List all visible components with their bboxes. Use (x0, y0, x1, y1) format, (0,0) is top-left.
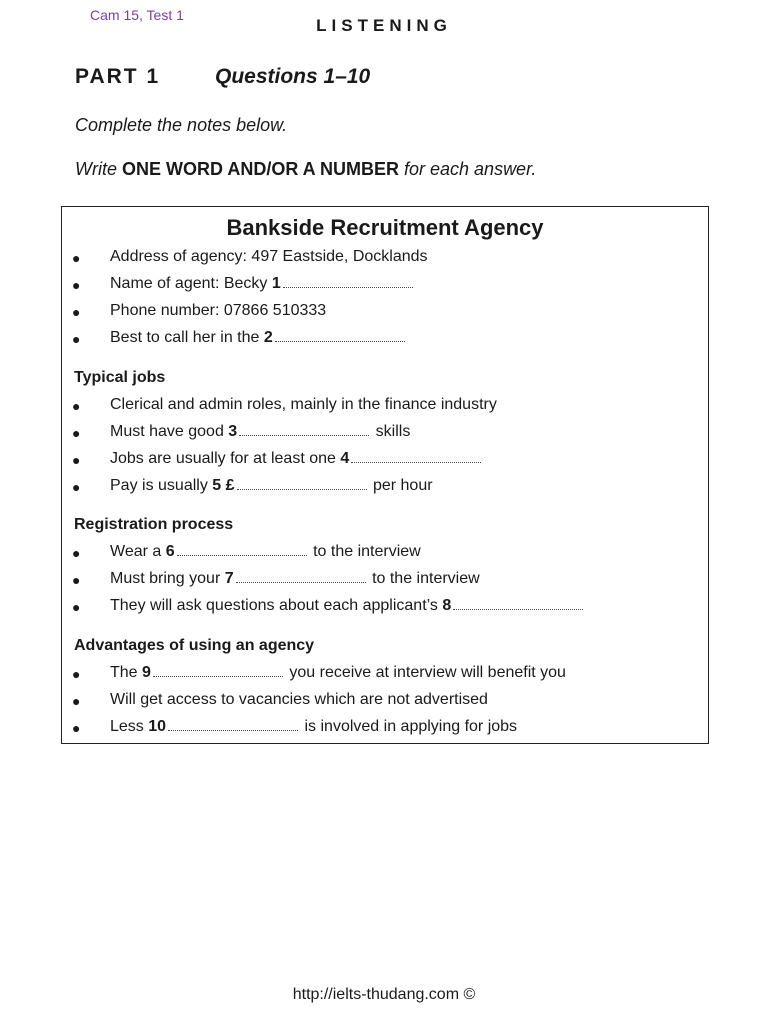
note-line (110, 664, 566, 682)
answer-gap-4[interactable] (351, 461, 481, 463)
answer-gap-5[interactable] (237, 488, 367, 490)
note-text: They will ask questions about each applicant’s (110, 597, 443, 614)
answer-gap-6[interactable] (177, 554, 307, 556)
question-number: 8 (442, 597, 452, 614)
note-line (110, 329, 407, 347)
source-tag: Cam 15, Test 1 (90, 7, 184, 23)
question-number: 9 (142, 664, 151, 681)
bullet-icon: ● (72, 398, 81, 414)
instruction-emphasis: ONE WORD AND/OR A NUMBER (122, 159, 399, 179)
note-line (110, 275, 415, 293)
note-text: Must have good (110, 423, 229, 440)
note-text-after: to the interview (367, 570, 480, 587)
bullet-icon: ● (72, 452, 81, 468)
question-number: 10 (148, 718, 167, 735)
note-text-after: you receive at interview will benefit you (284, 664, 566, 681)
footer-url[interactable]: http://ielts-thudang.com © (292, 986, 476, 1003)
answer-gap-2[interactable] (275, 340, 405, 342)
answer-gap-3[interactable] (239, 434, 369, 436)
bullet-icon: ● (72, 599, 81, 615)
bullet-icon: ● (72, 545, 81, 561)
note-text: Must bring your (110, 570, 225, 587)
instruction-write (75, 159, 536, 180)
answer-gap-8[interactable] (453, 608, 583, 610)
subheading-registration: Registration process (74, 516, 234, 533)
question-number: 7 (224, 570, 234, 587)
instruction-pre: Write (75, 159, 122, 179)
answer-gap-1[interactable] (283, 286, 413, 288)
note-text-after: is involved in applying for jobs (300, 718, 518, 735)
note-line (110, 718, 517, 736)
question-number: 5 £ (212, 477, 235, 494)
note-line (110, 302, 326, 320)
note-text: Best to call her in the (110, 329, 264, 346)
instruction-complete: Complete the notes below. (75, 115, 288, 135)
note-line (110, 543, 421, 561)
question-number: 3 (228, 423, 238, 440)
note-line (110, 248, 428, 266)
bullet-icon: ● (72, 572, 81, 588)
bullet-icon: ● (72, 479, 81, 495)
note-line (110, 477, 433, 495)
notes-box (61, 206, 709, 744)
note-line (110, 570, 480, 588)
note-text: Wear a (110, 543, 166, 560)
subheading-advantages: Advantages of using an agency (74, 637, 315, 654)
part-heading (75, 65, 370, 89)
note-line (110, 597, 585, 615)
bullet-icon: ● (72, 425, 81, 441)
note-text: Name of agent: Becky (110, 275, 272, 292)
note-text: The (110, 664, 143, 681)
subheading-typical-jobs: Typical jobs (74, 369, 166, 386)
note-line (110, 423, 410, 441)
answer-gap-10[interactable] (168, 729, 298, 731)
answer-gap-9[interactable] (153, 675, 283, 677)
bullet-icon: ● (72, 331, 81, 347)
note-text: Clerical and admin roles, mainly in the finance industry (110, 396, 497, 413)
question-number: 2 (263, 329, 273, 346)
question-number: 1 (271, 275, 281, 292)
bullet-icon: ● (72, 666, 81, 682)
answer-gap-7[interactable] (236, 581, 366, 583)
bullet-icon: ● (72, 277, 81, 293)
note-text: Less (110, 718, 149, 735)
note-text: Jobs are usually for at least one (110, 450, 341, 467)
note-text: Address of agency: 497 Eastside, Docklands (110, 248, 428, 265)
note-line (110, 691, 488, 709)
note-text: Phone number: 07866 510333 (110, 302, 327, 319)
notes-title: Bankside Recruitment Agency (226, 215, 544, 240)
note-text-after: to the interview (308, 543, 421, 560)
part-label: PART 1 (75, 65, 161, 88)
note-text-after: skills (371, 423, 411, 440)
part-questions: Questions 1–10 (215, 65, 371, 88)
note-text: Pay is usually (110, 477, 213, 494)
bullet-icon: ● (72, 720, 81, 736)
note-text: Will get access to vacancies which are not advertised (110, 691, 488, 708)
bullet-icon: ● (72, 250, 81, 266)
instruction-post: for each answer. (399, 159, 537, 179)
note-line (110, 450, 483, 468)
note-line (110, 396, 497, 414)
section-heading: LISTENING (316, 16, 452, 35)
note-text-after: per hour (368, 477, 433, 494)
question-number: 4 (340, 450, 350, 467)
question-number: 6 (165, 543, 175, 560)
bullet-icon: ● (72, 304, 81, 320)
bullet-icon: ● (72, 693, 81, 709)
